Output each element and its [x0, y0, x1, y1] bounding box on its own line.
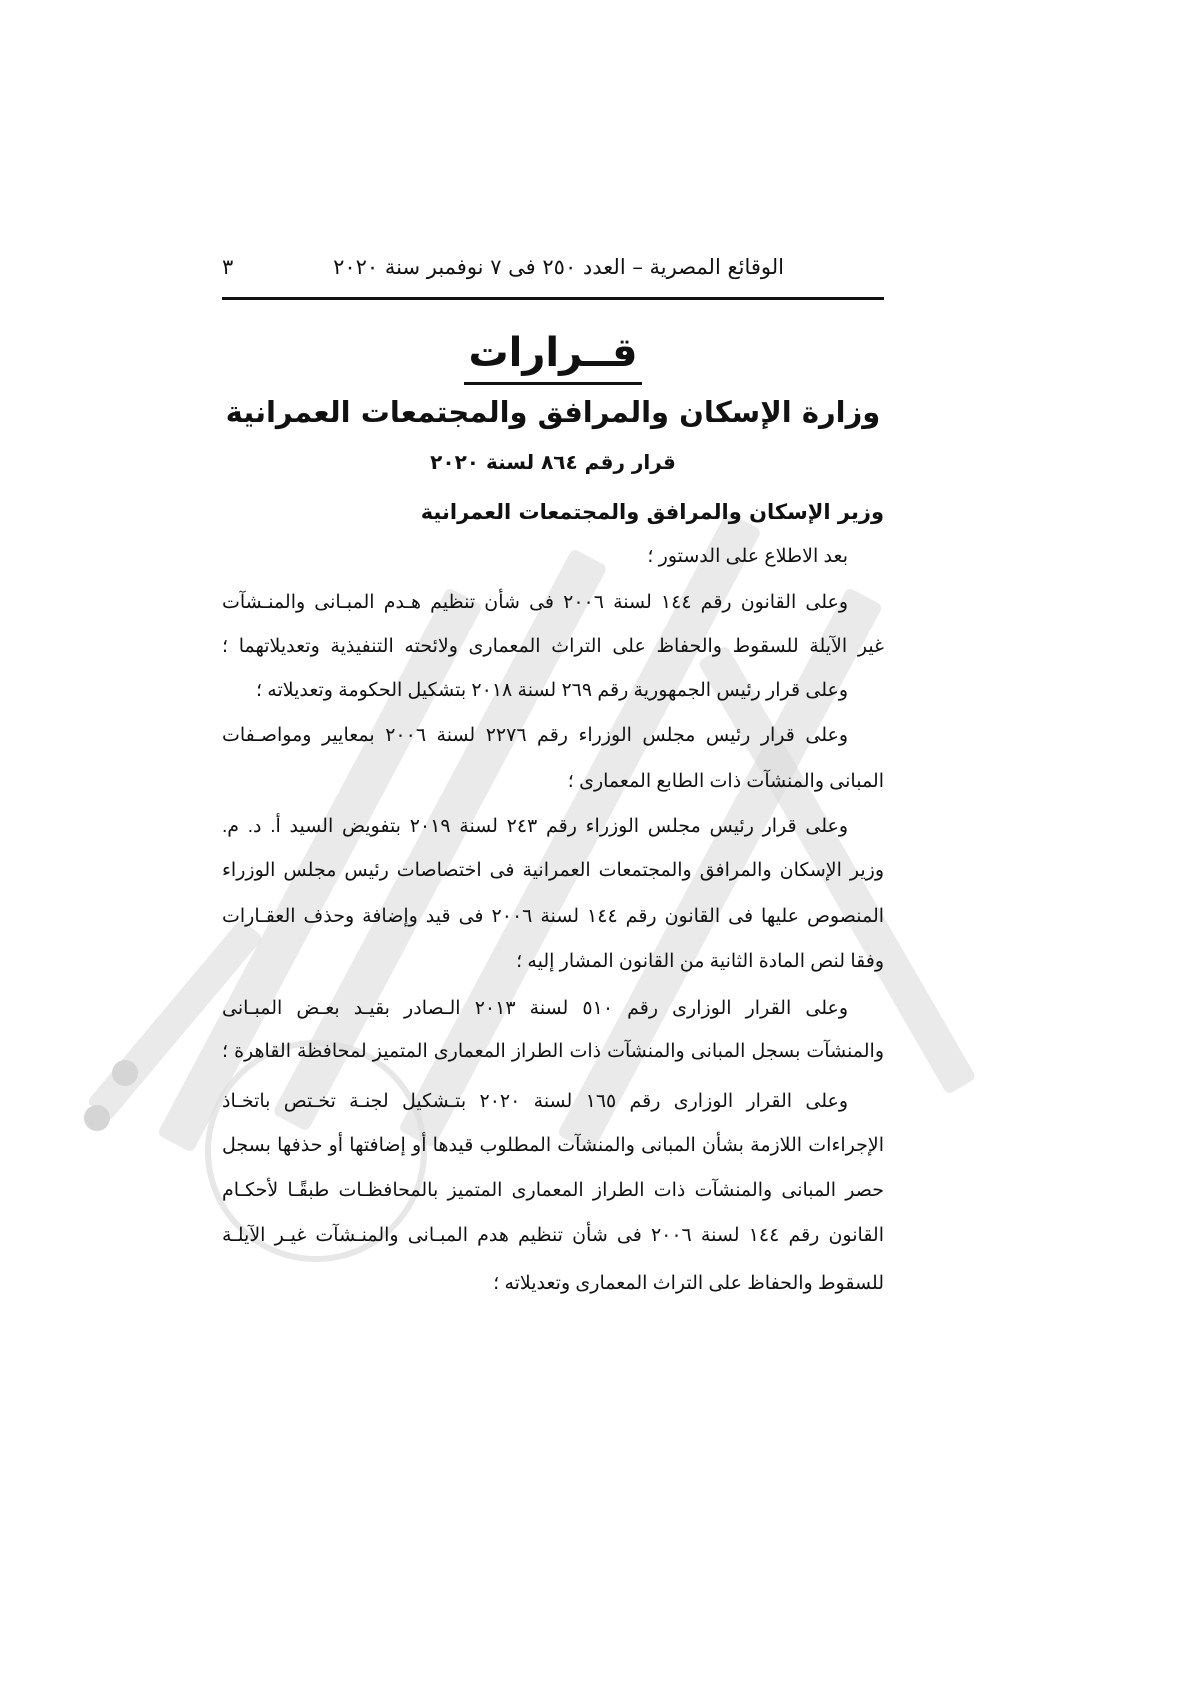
page-number: ٣ [222, 255, 234, 279]
body-line: وعلى القانون رقم ١٤٤ لسنة ٢٠٠٦ فى شأن تنظيم هـدم المبـانى والمنـشآت [222, 592, 849, 613]
body-line: وعلى قرار رئيس الجمهورية رقم ٢٦٩ لسنة ٢٠١٨ بتشكيل الحكومة وتعديلاته ؛ [255, 680, 848, 701]
body-line: بعد الاطلاع على الدستور ؛ [647, 546, 848, 567]
gazette-header-title: الوقائع المصرية – العدد ٢٥٠ فى ٧ نوفمبر سنة ٢٠٢٠ [333, 255, 784, 279]
body-line: وعلى القرار الوزارى رقم ١٦٥ لسنة ٢٠٢٠ بتـشكيل لجنـة تخـتص باتخـاذ [222, 1091, 848, 1112]
header-divider [222, 297, 884, 300]
body-line: المنصوص عليها فى القانون رقم ١٤٤ لسنة ٢٠٠٦ فى قيد وإضافة وحذف العقـارات [222, 906, 885, 927]
section-title: قــرارات [222, 330, 884, 385]
body-line: للسقوط والحفاظ على التراث المعمارى وتعديلاته ؛ [493, 1273, 884, 1294]
body-line: حصر المبانى والمنشآت ذات الطراز المعمارى المتميز بالمحافظـات طبقًـا لأحكـام [222, 1180, 884, 1201]
body-line: وعلى القرار الوزارى رقم ٥١٠ لسنة ٢٠١٣ الـصادر بقيـد بعـض المبـانى [222, 998, 848, 1019]
decree-number: قرار رقم ٨٦٤ لسنة ٢٠٢٠ [430, 450, 676, 474]
body-line: الإجراءات اللازمة بشأن المبانى والمنشآت المطلوب قيدها أو إضافتها أو حذفها بسجل [222, 1135, 885, 1156]
body-line: وعلى قرار رئيس مجلس الوزراء رقم ٢٤٣ لسنة ٢٠١٩ بتفويض السيد أ. د. م. [222, 816, 848, 837]
body-line: القانون رقم ١٤٤ لسنة ٢٠٠٦ فى شأن تنظيم هدم المبـانى والمنـشآت غيـر الآيلـة [222, 1225, 884, 1246]
body-line: وعلى قرار رئيس مجلس الوزراء رقم ٢٢٧٦ لسنة ٢٠٠٦ بمعايير ومواصـفات [222, 725, 848, 746]
body-line: غير الآيلة للسقوط والحفاظ على التراث المعمارى ولائحته التنفيذية وتعديلاتهما ؛ [222, 636, 884, 657]
minister-title: وزير الإسكان والمرافق والمجتمعات العمرانية [420, 500, 884, 524]
body-line: المبانى والمنشآت ذات الطابع المعمارى ؛ [567, 771, 884, 792]
body-line: وزير الإسكان والمرافق والمجتمعات العمرانية فى اختصاصات رئيس مجلس الوزراء [222, 860, 884, 881]
page-header [222, 255, 884, 285]
body-line: وفقا لنص المادة الثانية من القانون المشار إليه ؛ [516, 951, 884, 972]
body-line: والمنشآت بسجل المبانى والمنشآت ذات الطراز المعمارى المتميز لمحافظة القاهرة ؛ [222, 1041, 884, 1062]
ministry-title: وزارة الإسكان والمرافق والمجتمعات العمرانية [225, 395, 881, 429]
